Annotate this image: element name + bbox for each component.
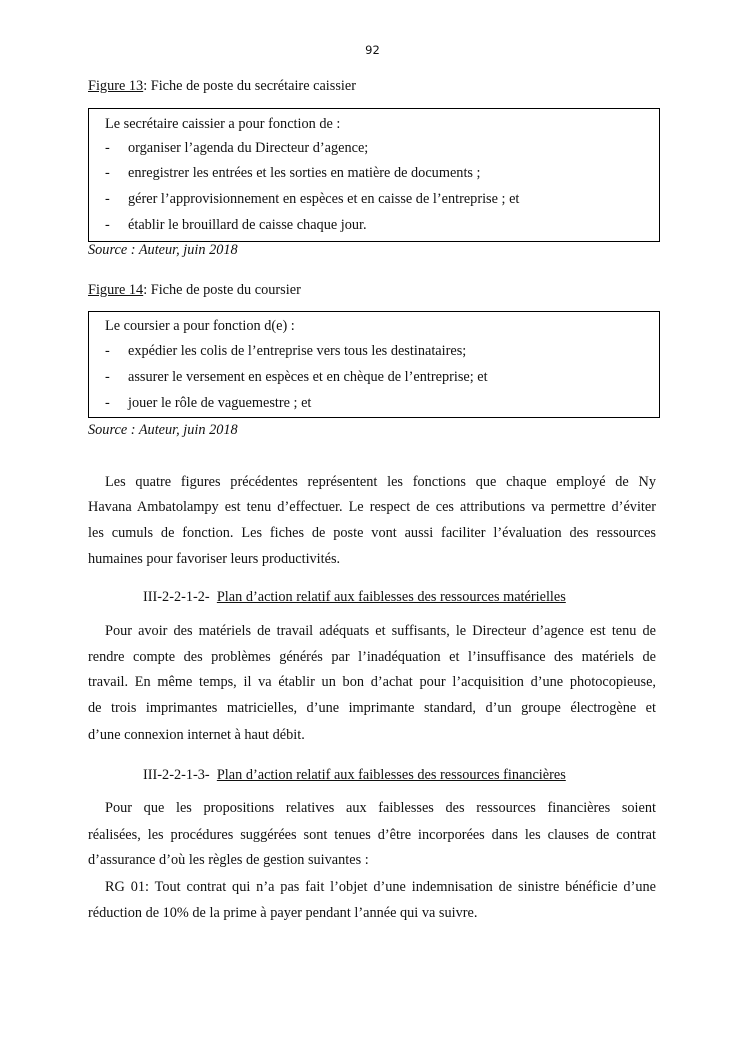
figure-title: : Fiche de poste du secrétaire caissier [143, 78, 356, 94]
bullet: - [105, 343, 110, 359]
bullet: - [105, 140, 110, 156]
heading-title: Plan d’action relatif aux faiblesses des ressources financières [216, 767, 566, 783]
paragraph-line: humaines pour favoriser leurs productivités. [88, 551, 341, 567]
paragraph-line: Pour avoir des matériels de travail adéquats et suffisants, le Directeur d’agence est tenu de [105, 623, 656, 639]
heading-number: III-2-2-1-3- [143, 767, 210, 783]
paragraph-line: d’une connexion internet à haut débit. [88, 727, 305, 743]
paragraph-line: les cumuls de fonction. Les fiches de poste vont aussi faciliter l’évaluation des ressources [88, 525, 656, 541]
list-item: expédier les colis de l’entreprise vers tous les destinataires; [128, 343, 467, 359]
figure-13-source: Source : Auteur, juin 2018 [88, 242, 238, 258]
figure-label: Figure 13 [88, 78, 144, 94]
page-number: 92 [365, 43, 380, 57]
list-item: gérer l’approvisionnement en espèces et en caisse de l’entreprise ; et [128, 191, 520, 207]
heading-number: III-2-2-1-2- [143, 589, 210, 605]
figure-14-caption [88, 281, 656, 299]
paragraph-line: d’assurance d’où les règles de gestion suivantes : [88, 852, 369, 868]
list-item: jouer le rôle de vaguemestre ; et [128, 395, 312, 411]
bullet: - [105, 369, 110, 385]
bullet: - [105, 217, 110, 233]
paragraph-line: travail. En même temps, il va établir un bon d’achat pour l’acquisition d’une photocopieuse, [88, 674, 656, 690]
figure-title: : Fiche de poste du coursier [143, 282, 301, 298]
list-item: établir le brouillard de caisse chaque jour. [128, 217, 367, 233]
paragraph-line: Pour que les propositions relatives aux faiblesses des ressources financières soient [105, 800, 656, 816]
bullet: - [105, 191, 110, 207]
box-intro: Le secrétaire caissier a pour fonction de : [105, 116, 341, 132]
list-item: assurer le versement en espèces et en chèque de l’entreprise; et [128, 369, 488, 385]
paragraph-line: réduction de 10% de la prime à payer pendant l’année qui va suivre. [88, 905, 478, 921]
list-item: organiser l’agenda du Directeur d’agence; [128, 140, 369, 156]
paragraph-line: rendre compte des problèmes générés par l’inadéquation et l’insuffisance des matériels de [88, 649, 656, 665]
box-intro: Le coursier a pour fonction d(e) : [105, 318, 295, 334]
bullet: - [105, 165, 110, 181]
heading-title: Plan d’action relatif aux faiblesses des ressources matérielles [216, 589, 566, 605]
figure-13-caption [88, 77, 656, 95]
paragraph-line: réalisées, les procédures suggérées sont tenues d’être incorporées dans les clauses de contrat [88, 827, 656, 843]
paragraph-line: Havana Ambatolampy est tenu d’effectuer. Le respect de ces attributions va permettre d’éviter [88, 499, 656, 515]
section-heading-2 [143, 766, 566, 784]
paragraph-line: de trois imprimantes matricielles, d’une imprimante standard, d’un groupe électrogène et [88, 700, 656, 716]
paragraph-line: Les quatre figures précédentes représentent les fonctions que chaque employé de Ny [105, 474, 656, 490]
bullet: - [105, 395, 110, 411]
figure-label: Figure 14 [88, 282, 144, 298]
list-item: enregistrer les entrées et les sorties en matière de documents ; [128, 165, 481, 181]
paragraph-line: RG 01: Tout contrat qui n’a pas fait l’objet d’une indemnisation de sinistre bénéficie d’une [105, 879, 656, 895]
section-heading-1 [143, 588, 566, 606]
figure-14-source: Source : Auteur, juin 2018 [88, 422, 238, 438]
